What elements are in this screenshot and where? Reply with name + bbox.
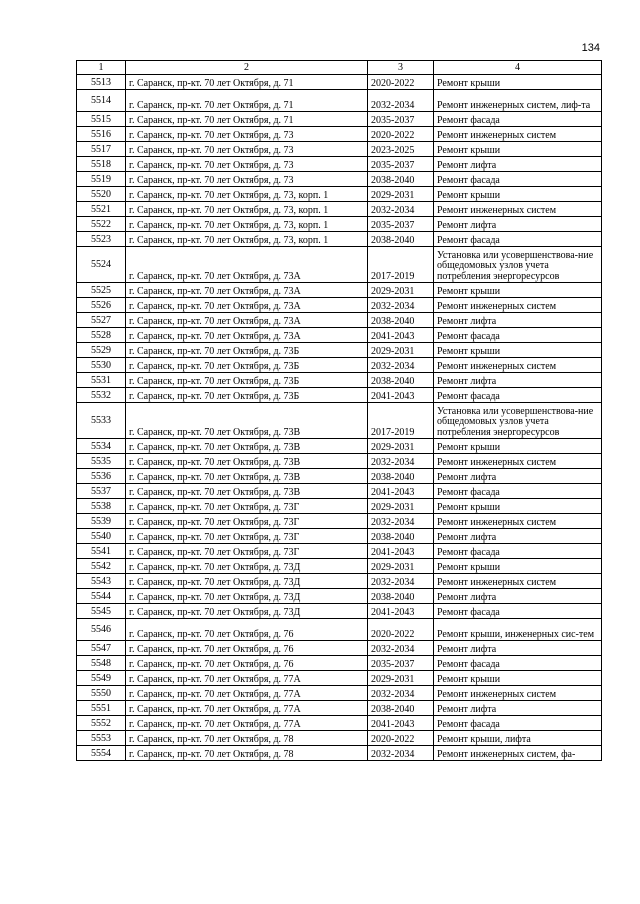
table-row (77, 671, 602, 686)
address-cell: г. Саранск, пр-кт. 70 лет Октября, д. 73В (126, 403, 368, 439)
work-type-cell: Ремонт крыши (434, 499, 602, 514)
work-type-cell: Ремонт лифта (434, 313, 602, 328)
years-cell: 2032-2034 (368, 202, 434, 217)
years-cell: 2020-2022 (368, 619, 434, 641)
years-cell: 2038-2040 (368, 313, 434, 328)
address-cell: г. Саранск, пр-кт. 70 лет Октября, д. 78 (126, 731, 368, 746)
row-number-cell: 5531 (77, 373, 126, 388)
years-cell: 2020-2022 (368, 75, 434, 90)
years-cell: 2035-2037 (368, 112, 434, 127)
column-header-address: 2 (126, 61, 368, 75)
table-row (77, 454, 602, 469)
years-cell: 2020-2022 (368, 731, 434, 746)
address-cell: г. Саранск, пр-кт. 70 лет Октября, д. 73Б (126, 358, 368, 373)
address-cell: г. Саранск, пр-кт. 70 лет Октября, д. 77А (126, 701, 368, 716)
table-row (77, 127, 602, 142)
work-type-cell: Ремонт фасада (434, 112, 602, 127)
address-cell: г. Саранск, пр-кт. 70 лет Октября, д. 73Г (126, 499, 368, 514)
work-type-cell: Ремонт лифта (434, 589, 602, 604)
years-cell: 2038-2040 (368, 529, 434, 544)
table-row (77, 656, 602, 671)
address-cell: г. Саранск, пр-кт. 70 лет Октября, д. 73Б (126, 343, 368, 358)
address-cell: г. Саранск, пр-кт. 70 лет Октября, д. 73, корп. 1 (126, 232, 368, 247)
years-cell: 2035-2037 (368, 656, 434, 671)
row-number-cell: 5520 (77, 187, 126, 202)
table-row (77, 313, 602, 328)
table-row (77, 247, 602, 283)
years-cell: 2032-2034 (368, 641, 434, 656)
row-number-cell: 5550 (77, 686, 126, 701)
table-row (77, 686, 602, 701)
row-number-cell: 5554 (77, 746, 126, 761)
table-row (77, 328, 602, 343)
years-cell: 2017-2019 (368, 403, 434, 439)
row-number-cell: 5552 (77, 716, 126, 731)
row-number-cell: 5551 (77, 701, 126, 716)
years-cell: 2032-2034 (368, 298, 434, 313)
row-number-cell: 5536 (77, 469, 126, 484)
work-type-cell: Установка или усовершенствова-ние общедомовых узлов учета потребления энергоресурсов (434, 403, 602, 439)
address-cell: г. Саранск, пр-кт. 70 лет Октября, д. 77А (126, 716, 368, 731)
years-cell: 2029-2031 (368, 187, 434, 202)
address-cell: г. Саранск, пр-кт. 70 лет Октября, д. 73В (126, 484, 368, 499)
address-cell: г. Саранск, пр-кт. 70 лет Октября, д. 71 (126, 112, 368, 127)
table-row (77, 604, 602, 619)
years-cell: 2029-2031 (368, 283, 434, 298)
table-row (77, 544, 602, 559)
table-row (77, 403, 602, 439)
address-cell: г. Саранск, пр-кт. 70 лет Октября, д. 73 (126, 142, 368, 157)
row-number-cell: 5519 (77, 172, 126, 187)
work-type-cell: Ремонт фасада (434, 172, 602, 187)
table-row (77, 343, 602, 358)
table-row (77, 202, 602, 217)
row-number-cell: 5548 (77, 656, 126, 671)
years-cell: 2038-2040 (368, 589, 434, 604)
row-number-cell: 5515 (77, 112, 126, 127)
table-row (77, 157, 602, 172)
table-header (77, 61, 602, 75)
work-type-cell: Ремонт лифта (434, 373, 602, 388)
row-number-cell: 5526 (77, 298, 126, 313)
address-cell: г. Саранск, пр-кт. 70 лет Октября, д. 73А (126, 298, 368, 313)
row-number-cell: 5553 (77, 731, 126, 746)
work-type-cell: Ремонт крыши, лифта (434, 731, 602, 746)
years-cell: 2029-2031 (368, 439, 434, 454)
work-type-cell: Ремонт инженерных систем (434, 358, 602, 373)
work-type-cell: Ремонт инженерных систем (434, 298, 602, 313)
address-cell: г. Саранск, пр-кт. 70 лет Октября, д. 73Г (126, 529, 368, 544)
work-type-cell: Ремонт инженерных систем (434, 514, 602, 529)
work-type-cell: Ремонт инженерных систем, лиф-та (434, 90, 602, 112)
address-cell: г. Саранск, пр-кт. 70 лет Октября, д. 73, корп. 1 (126, 187, 368, 202)
row-number-cell: 5527 (77, 313, 126, 328)
work-type-cell: Ремонт инженерных систем (434, 454, 602, 469)
row-number-cell: 5547 (77, 641, 126, 656)
work-type-cell: Ремонт лифта (434, 157, 602, 172)
row-number-cell: 5530 (77, 358, 126, 373)
row-number-cell: 5533 (77, 403, 126, 439)
years-cell: 2035-2037 (368, 217, 434, 232)
row-number-cell: 5537 (77, 484, 126, 499)
years-cell: 2041-2043 (368, 544, 434, 559)
address-cell: г. Саранск, пр-кт. 70 лет Октября, д. 77А (126, 686, 368, 701)
years-cell: 2041-2043 (368, 388, 434, 403)
address-cell: г. Саранск, пр-кт. 70 лет Октября, д. 78 (126, 746, 368, 761)
row-number-cell: 5543 (77, 574, 126, 589)
work-type-cell: Ремонт лифта (434, 641, 602, 656)
work-type-cell: Ремонт фасада (434, 656, 602, 671)
row-number-cell: 5521 (77, 202, 126, 217)
row-number-cell: 5513 (77, 75, 126, 90)
work-type-cell: Ремонт крыши (434, 559, 602, 574)
work-type-cell: Ремонт крыши (434, 439, 602, 454)
table-row (77, 499, 602, 514)
years-cell: 2032-2034 (368, 90, 434, 112)
column-header-work: 4 (434, 61, 602, 75)
address-cell: г. Саранск, пр-кт. 70 лет Октября, д. 73А (126, 328, 368, 343)
address-cell: г. Саранск, пр-кт. 70 лет Октября, д. 77А (126, 671, 368, 686)
address-cell: г. Саранск, пр-кт. 70 лет Октября, д. 73 (126, 127, 368, 142)
address-cell: г. Саранск, пр-кт. 70 лет Октября, д. 73В (126, 439, 368, 454)
years-cell: 2032-2034 (368, 514, 434, 529)
row-number-cell: 5535 (77, 454, 126, 469)
row-number-cell: 5542 (77, 559, 126, 574)
work-type-cell: Ремонт лифта (434, 217, 602, 232)
address-cell: г. Саранск, пр-кт. 70 лет Октября, д. 76 (126, 656, 368, 671)
work-type-cell: Ремонт фасада (434, 484, 602, 499)
years-cell: 2029-2031 (368, 343, 434, 358)
work-type-cell: Ремонт крыши (434, 142, 602, 157)
address-cell: г. Саранск, пр-кт. 70 лет Октября, д. 73Г (126, 544, 368, 559)
repair-schedule-table (76, 60, 602, 761)
work-type-cell: Ремонт фасада (434, 388, 602, 403)
years-cell: 2032-2034 (368, 746, 434, 761)
table-row (77, 716, 602, 731)
address-cell: г. Саранск, пр-кт. 70 лет Октября, д. 73А (126, 247, 368, 283)
work-type-cell: Ремонт инженерных систем, фа- (434, 746, 602, 761)
row-number-cell: 5545 (77, 604, 126, 619)
row-number-cell: 5517 (77, 142, 126, 157)
row-number-cell: 5516 (77, 127, 126, 142)
years-cell: 2017-2019 (368, 247, 434, 283)
work-type-cell: Ремонт крыши, инженерных сис-тем (434, 619, 602, 641)
row-number-cell: 5528 (77, 328, 126, 343)
row-number-cell: 5539 (77, 514, 126, 529)
row-number-cell: 5546 (77, 619, 126, 641)
address-cell: г. Саранск, пр-кт. 70 лет Октября, д. 73А (126, 283, 368, 298)
page-number: 134 (581, 42, 600, 54)
table-row (77, 589, 602, 604)
years-cell: 2038-2040 (368, 701, 434, 716)
table-row (77, 232, 602, 247)
years-cell: 2023-2025 (368, 142, 434, 157)
row-number-cell: 5524 (77, 247, 126, 283)
work-type-cell: Ремонт лифта (434, 469, 602, 484)
address-cell: г. Саранск, пр-кт. 70 лет Октября, д. 73Д (126, 589, 368, 604)
table-row (77, 574, 602, 589)
years-cell: 2032-2034 (368, 358, 434, 373)
address-cell: г. Саранск, пр-кт. 70 лет Октября, д. 73 (126, 157, 368, 172)
work-type-cell: Ремонт инженерных систем (434, 127, 602, 142)
table-body (77, 75, 602, 761)
row-number-cell: 5549 (77, 671, 126, 686)
table-row (77, 388, 602, 403)
years-cell: 2029-2031 (368, 671, 434, 686)
row-number-cell: 5525 (77, 283, 126, 298)
address-cell: г. Саранск, пр-кт. 70 лет Октября, д. 71 (126, 90, 368, 112)
address-cell: г. Саранск, пр-кт. 70 лет Октября, д. 73, корп. 1 (126, 217, 368, 232)
table-row (77, 298, 602, 313)
row-number-cell: 5523 (77, 232, 126, 247)
table-row (77, 373, 602, 388)
work-type-cell: Ремонт крыши (434, 343, 602, 358)
address-cell: г. Саранск, пр-кт. 70 лет Октября, д. 71 (126, 75, 368, 90)
years-cell: 2029-2031 (368, 559, 434, 574)
table-row (77, 641, 602, 656)
years-cell: 2038-2040 (368, 373, 434, 388)
work-type-cell: Ремонт крыши (434, 75, 602, 90)
years-cell: 2029-2031 (368, 499, 434, 514)
address-cell: г. Саранск, пр-кт. 70 лет Октября, д. 73 (126, 172, 368, 187)
address-cell: г. Саранск, пр-кт. 70 лет Октября, д. 73Б (126, 373, 368, 388)
table-row (77, 283, 602, 298)
table-row (77, 112, 602, 127)
table-row (77, 358, 602, 373)
table-row (77, 484, 602, 499)
address-cell: г. Саранск, пр-кт. 70 лет Октября, д. 73Д (126, 574, 368, 589)
work-type-cell: Ремонт фасада (434, 716, 602, 731)
work-type-cell: Ремонт инженерных систем (434, 574, 602, 589)
work-type-cell: Ремонт крыши (434, 187, 602, 202)
table-row (77, 90, 602, 112)
address-cell: г. Саранск, пр-кт. 70 лет Октября, д. 76 (126, 641, 368, 656)
address-cell: г. Саранск, пр-кт. 70 лет Октября, д. 73Д (126, 604, 368, 619)
years-cell: 2038-2040 (368, 469, 434, 484)
work-type-cell: Ремонт фасада (434, 328, 602, 343)
row-number-cell: 5514 (77, 90, 126, 112)
row-number-cell: 5534 (77, 439, 126, 454)
work-type-cell: Ремонт крыши (434, 283, 602, 298)
years-cell: 2035-2037 (368, 157, 434, 172)
work-type-cell: Ремонт инженерных систем (434, 202, 602, 217)
row-number-cell: 5532 (77, 388, 126, 403)
years-cell: 2041-2043 (368, 328, 434, 343)
row-number-cell: 5544 (77, 589, 126, 604)
address-cell: г. Саранск, пр-кт. 70 лет Октября, д. 73Д (126, 559, 368, 574)
work-type-cell: Ремонт крыши (434, 671, 602, 686)
table-row (77, 469, 602, 484)
table-row (77, 172, 602, 187)
years-cell: 2041-2043 (368, 716, 434, 731)
column-header-number: 1 (77, 61, 126, 75)
table-row (77, 619, 602, 641)
work-type-cell: Ремонт фасада (434, 604, 602, 619)
table-row (77, 731, 602, 746)
row-number-cell: 5522 (77, 217, 126, 232)
years-cell: 2032-2034 (368, 454, 434, 469)
table-row (77, 439, 602, 454)
table-row (77, 701, 602, 716)
table-row (77, 559, 602, 574)
address-cell: г. Саранск, пр-кт. 70 лет Октября, д. 73Б (126, 388, 368, 403)
address-cell: г. Саранск, пр-кт. 70 лет Октября, д. 73В (126, 469, 368, 484)
years-cell: 2032-2034 (368, 686, 434, 701)
address-cell: г. Саранск, пр-кт. 70 лет Октября, д. 76 (126, 619, 368, 641)
work-type-cell: Ремонт лифта (434, 529, 602, 544)
table-row (77, 746, 602, 761)
years-cell: 2038-2040 (368, 232, 434, 247)
table-row (77, 75, 602, 90)
work-type-cell: Ремонт фасада (434, 232, 602, 247)
years-cell: 2038-2040 (368, 172, 434, 187)
column-header-years: 3 (368, 61, 434, 75)
years-cell: 2041-2043 (368, 604, 434, 619)
row-number-cell: 5518 (77, 157, 126, 172)
table-row (77, 514, 602, 529)
years-cell: 2020-2022 (368, 127, 434, 142)
address-cell: г. Саранск, пр-кт. 70 лет Октября, д. 73В (126, 454, 368, 469)
table-row (77, 142, 602, 157)
work-type-cell: Установка или усовершенствова-ние общедомовых узлов учета потребления энергоресурсов (434, 247, 602, 283)
row-number-cell: 5541 (77, 544, 126, 559)
row-number-cell: 5529 (77, 343, 126, 358)
address-cell: г. Саранск, пр-кт. 70 лет Октября, д. 73Г (126, 514, 368, 529)
years-cell: 2041-2043 (368, 484, 434, 499)
header-row (77, 61, 602, 75)
table-row (77, 217, 602, 232)
address-cell: г. Саранск, пр-кт. 70 лет Октября, д. 73А (126, 313, 368, 328)
table-row (77, 187, 602, 202)
work-type-cell: Ремонт лифта (434, 701, 602, 716)
row-number-cell: 5538 (77, 499, 126, 514)
row-number-cell: 5540 (77, 529, 126, 544)
address-cell: г. Саранск, пр-кт. 70 лет Октября, д. 73, корп. 1 (126, 202, 368, 217)
work-type-cell: Ремонт инженерных систем (434, 686, 602, 701)
work-type-cell: Ремонт фасада (434, 544, 602, 559)
table-row (77, 529, 602, 544)
years-cell: 2032-2034 (368, 574, 434, 589)
